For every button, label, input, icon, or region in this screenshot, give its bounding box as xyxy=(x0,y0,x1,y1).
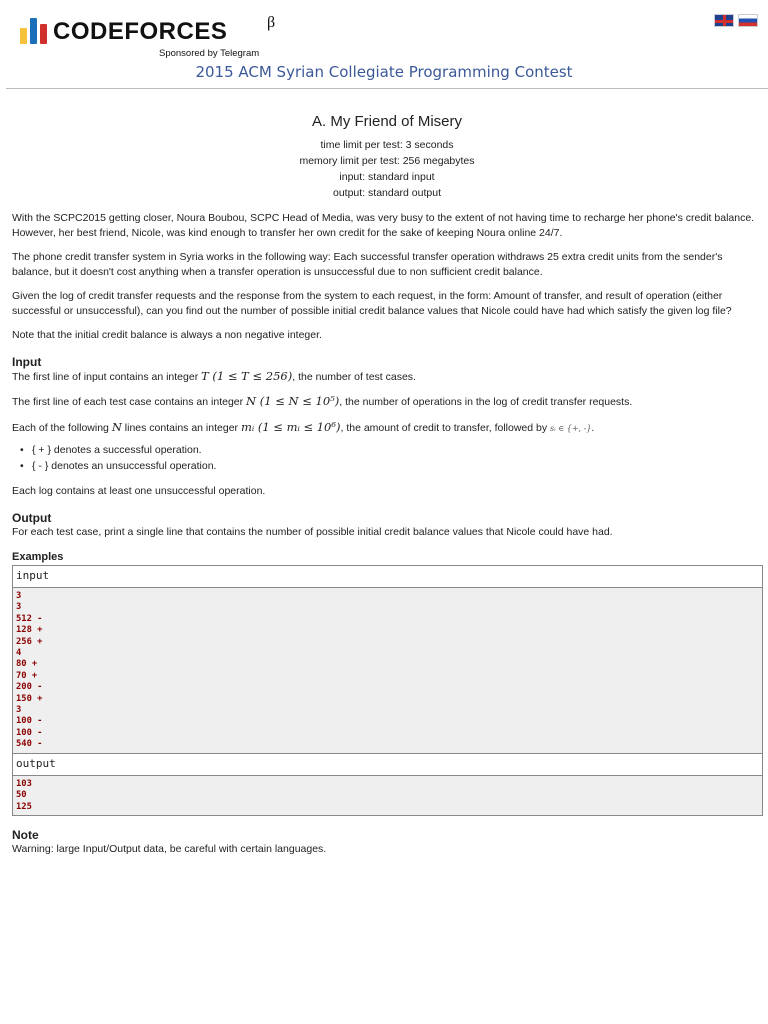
input-spec: input: standard input xyxy=(339,171,435,183)
input-line-4: Each log contains at least one unsuccessful operation. xyxy=(12,485,266,497)
problem-limits xyxy=(12,137,762,201)
input-section-title: Input xyxy=(12,354,42,369)
list-item: • { - } denotes an unsuccessful operation. xyxy=(18,458,762,474)
sample-line: 70 + xyxy=(16,670,38,681)
examples-title: Examples xyxy=(12,551,64,563)
math-m-range: mᵢ (1 ≤ mᵢ ≤ 10⁶) xyxy=(240,419,341,434)
sample-line: 256 + xyxy=(16,636,43,647)
sample-line: 540 - xyxy=(16,739,43,750)
input-line-3: Each of the following N lines contains an integer mᵢ (1 ≤ mᵢ ≤ 10⁶), the amount of credit to transfer, followed by sᵢ ∈ {+, -}. xyxy=(12,419,595,434)
math-t-range: T (1 ≤ T ≤ 256) xyxy=(201,368,293,383)
legend-paragraph-2: The phone credit transfer system in Syria works in the following way: Each successful transfer operation withdraws 25 extra credit units from the sender's balance, but it doesn't cost anything when a transfer operation is unsuccessful due to non sufficient credit balance. xyxy=(12,251,723,278)
page-header xyxy=(0,0,768,90)
operation-list xyxy=(18,442,762,474)
russia-flag-icon[interactable] xyxy=(738,14,758,27)
sample-line: 200 - xyxy=(16,682,43,693)
header-divider xyxy=(6,88,768,89)
sample-output-content[interactable] xyxy=(13,776,762,815)
language-flags xyxy=(714,14,758,27)
logo-beta: β xyxy=(267,14,276,31)
sample-line: 125 xyxy=(16,801,32,812)
note-text: Warning: large Input/Output data, be careful with certain languages. xyxy=(12,842,327,855)
sample-line: 3 xyxy=(16,602,22,613)
math-s-set: sᵢ ∈ {+, -} xyxy=(550,423,592,433)
sample-input-content[interactable] xyxy=(13,588,762,754)
list-item: • { + } denotes a successful operation. xyxy=(18,442,762,458)
legend-paragraph-3: Given the log of credit transfer requests and the response from the system to each request, in the form: Amount of transfer, and result of operation (either successful or unsuccessful), can you find out the number of possible initial credit balance values that Nicole could have had which satisfy the given log file? xyxy=(12,290,732,317)
logo-bars-icon xyxy=(20,16,47,44)
legend xyxy=(12,211,762,539)
output-section-title: Output xyxy=(12,510,52,525)
logo-sponsor-text: Sponsored by Telegram xyxy=(159,48,260,59)
sample-line: 100 - xyxy=(16,727,43,738)
output-text: For each test case, print a single line that contains the number of possible initial credit balance values that Nicole could have had. xyxy=(12,525,613,538)
input-line-1: The first line of input contains an integer T (1 ≤ T ≤ 256), the number of test cases. xyxy=(12,368,416,383)
sample-line: 100 - xyxy=(16,716,43,727)
math-n: N xyxy=(111,419,122,434)
sample-line: 4 xyxy=(16,648,22,659)
input-line-2: The first line of each test case contains an integer N (1 ≤ N ≤ 10⁵), the number of operations in the log of credit transfer requests. xyxy=(12,394,633,408)
sample-line: 3 xyxy=(16,705,22,716)
problem-title: A. My Friend of Misery xyxy=(311,113,463,130)
note-title: Note xyxy=(12,827,39,842)
math-n-range: N (1 ≤ N ≤ 10⁵) xyxy=(246,394,340,408)
legend-paragraph-1: With the SCPC2015 getting closer, Noura Boubou, SCPC Head of Media, was very busy to the extent of not having time to recharge her phone's credit balance. However, her best friend, Nicole, was kind enough to transfer her own credit for the sake of keeping Noura online 24/7. xyxy=(12,212,755,239)
time-limit: time limit per test: 3 seconds xyxy=(320,139,454,151)
sample-line: 3 xyxy=(16,591,22,601)
output-spec: output: standard output xyxy=(333,187,441,199)
sample-line: 50 xyxy=(16,790,27,801)
sample-line: 150 + xyxy=(16,693,43,704)
uk-flag-icon[interactable] xyxy=(714,14,734,27)
sample-line: 512 - xyxy=(16,613,43,624)
sample-line: 80 + xyxy=(16,659,38,670)
problem-statement xyxy=(12,113,762,856)
memory-limit: memory limit per test: 256 megabytes xyxy=(299,155,475,167)
sample-line: 103 xyxy=(16,778,32,789)
sample-test xyxy=(12,565,763,816)
sample-input-label: input xyxy=(13,566,762,588)
codeforces-logo[interactable] xyxy=(20,14,276,59)
sample-output-label: output xyxy=(13,754,762,776)
contest-title[interactable]: 2015 ACM Syrian Collegiate Programming Contest xyxy=(195,63,573,81)
logo-text: CODEFORCES xyxy=(53,18,228,45)
legend-paragraph-4: Note that the initial credit balance is always a non negative integer. xyxy=(12,329,322,341)
sample-line: 128 + xyxy=(16,625,43,636)
